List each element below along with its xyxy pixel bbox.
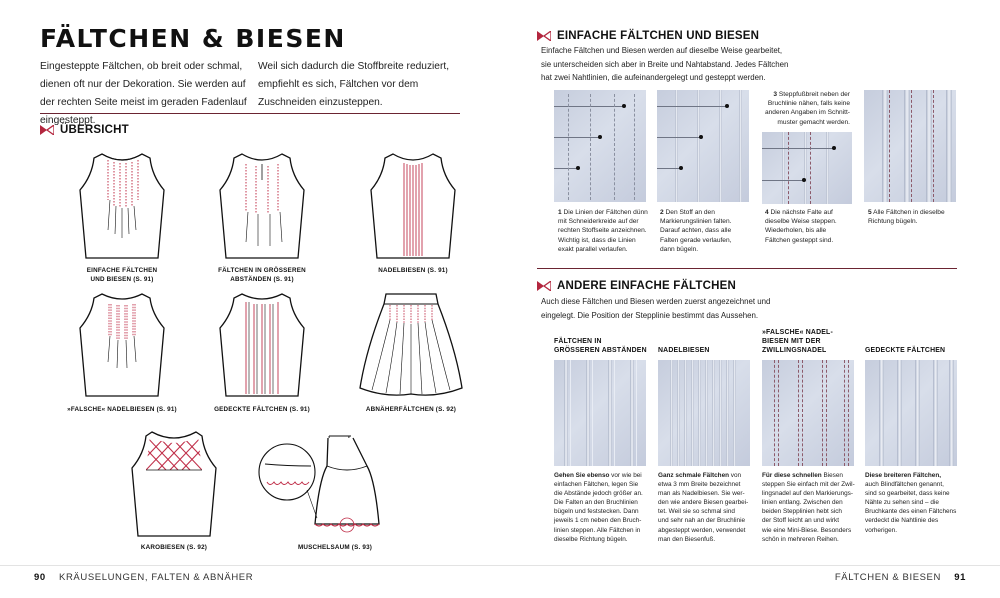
step-photo-1 bbox=[554, 90, 646, 202]
footer-divider bbox=[0, 565, 1000, 566]
bow-icon bbox=[537, 281, 551, 291]
caption-ref: (S. 91) bbox=[156, 406, 177, 413]
column-line: tet. Weil sie so schmal sind bbox=[658, 508, 735, 516]
step-line: Den Stoff an den bbox=[665, 209, 715, 216]
intro-line: hat zwei Nahtlinien, die aufeinandergelegt und gesteppt werden. bbox=[541, 73, 766, 83]
caption-ref: (S. 93) bbox=[351, 544, 373, 551]
step-line: Die nächste Falte auf bbox=[770, 209, 833, 216]
column-line: bügeln und feststecken. Dann bbox=[554, 508, 639, 516]
column-line: vorherigen. bbox=[865, 526, 897, 534]
footer-right bbox=[835, 572, 966, 583]
column-line: vor wie bei bbox=[609, 472, 642, 479]
step-line: mit Schneiderkreide auf der bbox=[558, 218, 639, 226]
section1-heading bbox=[537, 30, 759, 42]
photo-blind-tucks bbox=[865, 360, 957, 466]
step-line: rechten Stoffseite anzeichnen. bbox=[558, 227, 647, 235]
photo-twin-needle bbox=[762, 360, 854, 466]
step-line: Die Linien der Fältchen dünn bbox=[563, 209, 648, 216]
section2-intro bbox=[541, 295, 841, 322]
section-divider-right bbox=[537, 268, 957, 269]
step-line: Fältchen gesteppt sind. bbox=[765, 236, 834, 244]
garment-pin-tucks bbox=[363, 150, 463, 262]
step-line: Markierungslinien falten. bbox=[660, 218, 732, 226]
step-line: Bruchlinie nähen, falls keine bbox=[767, 100, 850, 108]
column-lead: Diese breiteren Fältchen, bbox=[865, 472, 942, 479]
caption-pin-tucks bbox=[363, 267, 463, 276]
step-number: 4 bbox=[765, 209, 769, 216]
bow-icon bbox=[537, 31, 551, 41]
step-1-note bbox=[558, 208, 654, 254]
column-title-line: FÄLTCHEN IN bbox=[554, 338, 602, 345]
column-lead: Für diese schnellen bbox=[762, 472, 822, 479]
step-line: Steppfußbreit neben der bbox=[778, 91, 850, 98]
caption-ref: (S. 92) bbox=[435, 406, 457, 413]
step-2-note bbox=[660, 208, 756, 254]
garment-wide-tucks bbox=[212, 150, 312, 262]
caption-label: EINFACHE FÄLTCHEN bbox=[86, 267, 158, 274]
step-line: Falten gerade verlaufen, bbox=[660, 236, 732, 244]
column-title-line: »FALSCHE« NADEL- bbox=[762, 329, 833, 336]
garment-dart-tucks-skirt bbox=[356, 290, 466, 400]
column-title-pin bbox=[658, 346, 754, 355]
step-line: exakt parallel verlaufen. bbox=[558, 245, 628, 253]
step-number: 1 bbox=[558, 209, 562, 216]
step-photo-5 bbox=[864, 90, 956, 202]
step-line: dann bügeln. bbox=[660, 245, 699, 253]
column-line: die Abstände jedoch größer an. bbox=[554, 490, 643, 498]
column-line: Biesen bbox=[821, 472, 843, 479]
page-number-left: 90 bbox=[34, 572, 46, 583]
caption-false-pin-tucks bbox=[62, 406, 182, 415]
intro-right: Weil sich dadurch die Stoffbreite reduziert, empfiehlt es sich, Fältchen vor dem Zuschneiden einzusteppen. bbox=[258, 61, 450, 108]
photo-pin-tucks bbox=[658, 360, 750, 466]
caption-label: »FALSCHE« NADELBIESEN bbox=[67, 406, 155, 413]
step-photo-2 bbox=[657, 90, 749, 202]
caption-ref: (S. 91) bbox=[427, 267, 448, 274]
step-number: 2 bbox=[660, 209, 664, 216]
caption-label: GEDECKTE FÄLTCHEN bbox=[214, 406, 288, 413]
intro-line: eingelegt. Die Position der Stepplinie bestimmt das Aussehen. bbox=[541, 310, 759, 320]
caption-ref: (S. 91) bbox=[273, 275, 294, 283]
column-title-line: ZWILLINGSNADEL bbox=[762, 347, 827, 354]
step-line: anderen Angaben im Schnitt- bbox=[764, 109, 850, 117]
overview-heading-text: ÜBERSICHT bbox=[60, 124, 129, 136]
footer-chapter-right: FÄLTCHEN & BIESEN bbox=[834, 572, 941, 583]
column-text-wide bbox=[554, 471, 650, 544]
caption-shell-hem bbox=[280, 544, 390, 553]
caption-ref: (S. 91) bbox=[133, 275, 154, 283]
step-line: dieselbe Weise steppen. bbox=[765, 218, 837, 226]
section1-heading-text: EINFACHE FÄLTCHEN UND BIESEN bbox=[557, 30, 760, 42]
garment-diamond-tucks bbox=[124, 428, 224, 540]
column-line: Die Falten an den Bruchlinien bbox=[554, 499, 638, 507]
column-line: linien entlang. Zwischen den bbox=[762, 499, 843, 507]
column-line: Bruchkante des einen Fältchens bbox=[865, 508, 957, 516]
caption-blind-tucks bbox=[202, 406, 322, 415]
column-line: verdeckt die Nahtlinie des bbox=[865, 517, 939, 525]
column-lead: Ganz schmale Fältchen bbox=[658, 472, 730, 479]
step-line: Alle Fältchen in dieselbe bbox=[873, 209, 945, 216]
garment-simple-tucks bbox=[72, 150, 172, 262]
step-line: Wiederholen, bis alle bbox=[765, 227, 827, 235]
caption-label: MUSCHELSAUM bbox=[297, 544, 350, 551]
footer-left bbox=[34, 572, 253, 583]
caption-label: NADELBIESEN bbox=[378, 267, 426, 274]
step-photo-3 bbox=[762, 132, 852, 204]
column-line: von bbox=[729, 472, 742, 479]
intro-left: Eingesteppte Fältchen, ob breit oder schmal, dienen oft nur der Dekoration. Sie werden auf der rechten Seite meist im geraden Fadenlauf eingesteppt. bbox=[40, 61, 247, 126]
step-number: 5 bbox=[868, 209, 872, 216]
column-line: Nähte zu sehen sind – die bbox=[865, 499, 939, 507]
caption-ref: (S. 92) bbox=[186, 544, 208, 551]
column-line: dieselbe Richtung bügeln. bbox=[554, 535, 628, 543]
column-line: beiden Stepplinien hebt sich bbox=[762, 508, 842, 516]
section-divider bbox=[40, 113, 460, 114]
section1-intro bbox=[541, 44, 841, 85]
column-title-wide bbox=[554, 337, 650, 355]
caption-wide-tucks bbox=[212, 267, 312, 284]
caption-simple-tucks bbox=[72, 267, 172, 284]
column-line: wie eine Mini-Biese. Besonders bbox=[762, 526, 852, 534]
garment-blind-tucks bbox=[212, 290, 312, 400]
column-line: auch Blindfältchen genannt, bbox=[865, 481, 944, 489]
column-title-blind bbox=[865, 346, 961, 355]
section2-heading-text: ANDERE EINFACHE FÄLTCHEN bbox=[557, 280, 737, 292]
column-lead: Gehen Sie ebenso bbox=[554, 472, 610, 479]
caption-diamond-tucks bbox=[114, 544, 234, 553]
overview-heading bbox=[40, 124, 129, 136]
garment-shell-hem bbox=[255, 430, 395, 540]
step-line: Darauf achten, dass alle bbox=[660, 227, 732, 235]
caption-dart-tucks bbox=[356, 406, 466, 415]
column-line: jeweils 1 cm neben den Bruch- bbox=[554, 517, 642, 525]
column-title-twin bbox=[762, 328, 858, 355]
column-line: abgesteppt werden, verwendet bbox=[658, 526, 746, 534]
column-text-twin bbox=[762, 471, 858, 544]
column-title-line: BIESEN MIT DER bbox=[762, 338, 821, 345]
column-title-line: NADELBIESEN bbox=[658, 347, 710, 354]
column-title-line: GEDECKTE FÄLTCHEN bbox=[865, 347, 946, 354]
column-line: schön in mehreren Reihen. bbox=[762, 535, 839, 543]
column-line: lingsnadel auf den Markierungs- bbox=[762, 490, 853, 498]
caption-ref: (S. 91) bbox=[289, 406, 310, 413]
intro-line: sie unterscheiden sich aber in Breite und Nahtabstand. Jedes Fältchen bbox=[541, 59, 789, 69]
column-title-line: GRÖSSEREN ABSTÄNDEN bbox=[554, 347, 647, 354]
column-line: steppen Sie einfach mit der Zwil- bbox=[762, 481, 855, 489]
garment-false-pin-tucks bbox=[72, 290, 172, 400]
step-4-note bbox=[765, 208, 857, 245]
caption-label: FÄLTCHEN IN GRÖSSEREN bbox=[218, 267, 306, 274]
step-line: Richtung bügeln. bbox=[868, 218, 918, 226]
step-line: muster gemacht werden. bbox=[777, 118, 850, 126]
column-text-pin bbox=[658, 471, 754, 544]
step-5-note bbox=[868, 208, 960, 226]
section2-heading bbox=[537, 280, 736, 292]
step-number: 3 bbox=[773, 91, 778, 98]
caption-label2: ABSTÄNDEN bbox=[230, 275, 272, 283]
step-line: Wichtig ist, dass die Linien bbox=[558, 236, 636, 244]
column-line: der Stoff leicht an und wirkt bbox=[762, 517, 839, 525]
column-line: und sehr nah an der Bruchlinie bbox=[658, 517, 746, 525]
column-line: man als Nadelbiesen. Sie wer- bbox=[658, 490, 745, 498]
page-title: FÄLTCHEN & BIESEN bbox=[40, 24, 346, 53]
footer-chapter-left: KRÄUSELUNGEN, FALTEN & ABNÄHER bbox=[59, 572, 254, 583]
column-line: einfachen Fältchen, legen Sie bbox=[554, 481, 639, 489]
caption-label: ABNÄHERFÄLTCHEN bbox=[365, 406, 434, 413]
column-line: etwa 3 mm Breite bezeichnet bbox=[658, 481, 741, 489]
intro-line: Einfache Fältchen und Biesen werden auf dieselbe Weise gearbeitet, bbox=[541, 46, 783, 55]
photo-wide-tucks bbox=[554, 360, 646, 466]
column-line: linien steppen. Alle Fältchen in bbox=[554, 526, 641, 534]
column-line: sind so gearbeitet, dass keine bbox=[865, 490, 950, 498]
bow-icon bbox=[40, 125, 54, 135]
caption-label2: UND BIESEN bbox=[90, 275, 132, 283]
page-number-right: 91 bbox=[954, 572, 966, 583]
column-line: den wie andere Biesen gearbei- bbox=[658, 499, 749, 507]
column-text-blind bbox=[865, 471, 961, 535]
step-3-note bbox=[760, 90, 850, 127]
caption-label: KAROBIESEN bbox=[140, 544, 185, 551]
intro-line: Auch diese Fältchen und Biesen werden zuerst angezeichnet und bbox=[541, 297, 771, 306]
column-line: man den Biesenfuß. bbox=[658, 535, 716, 543]
